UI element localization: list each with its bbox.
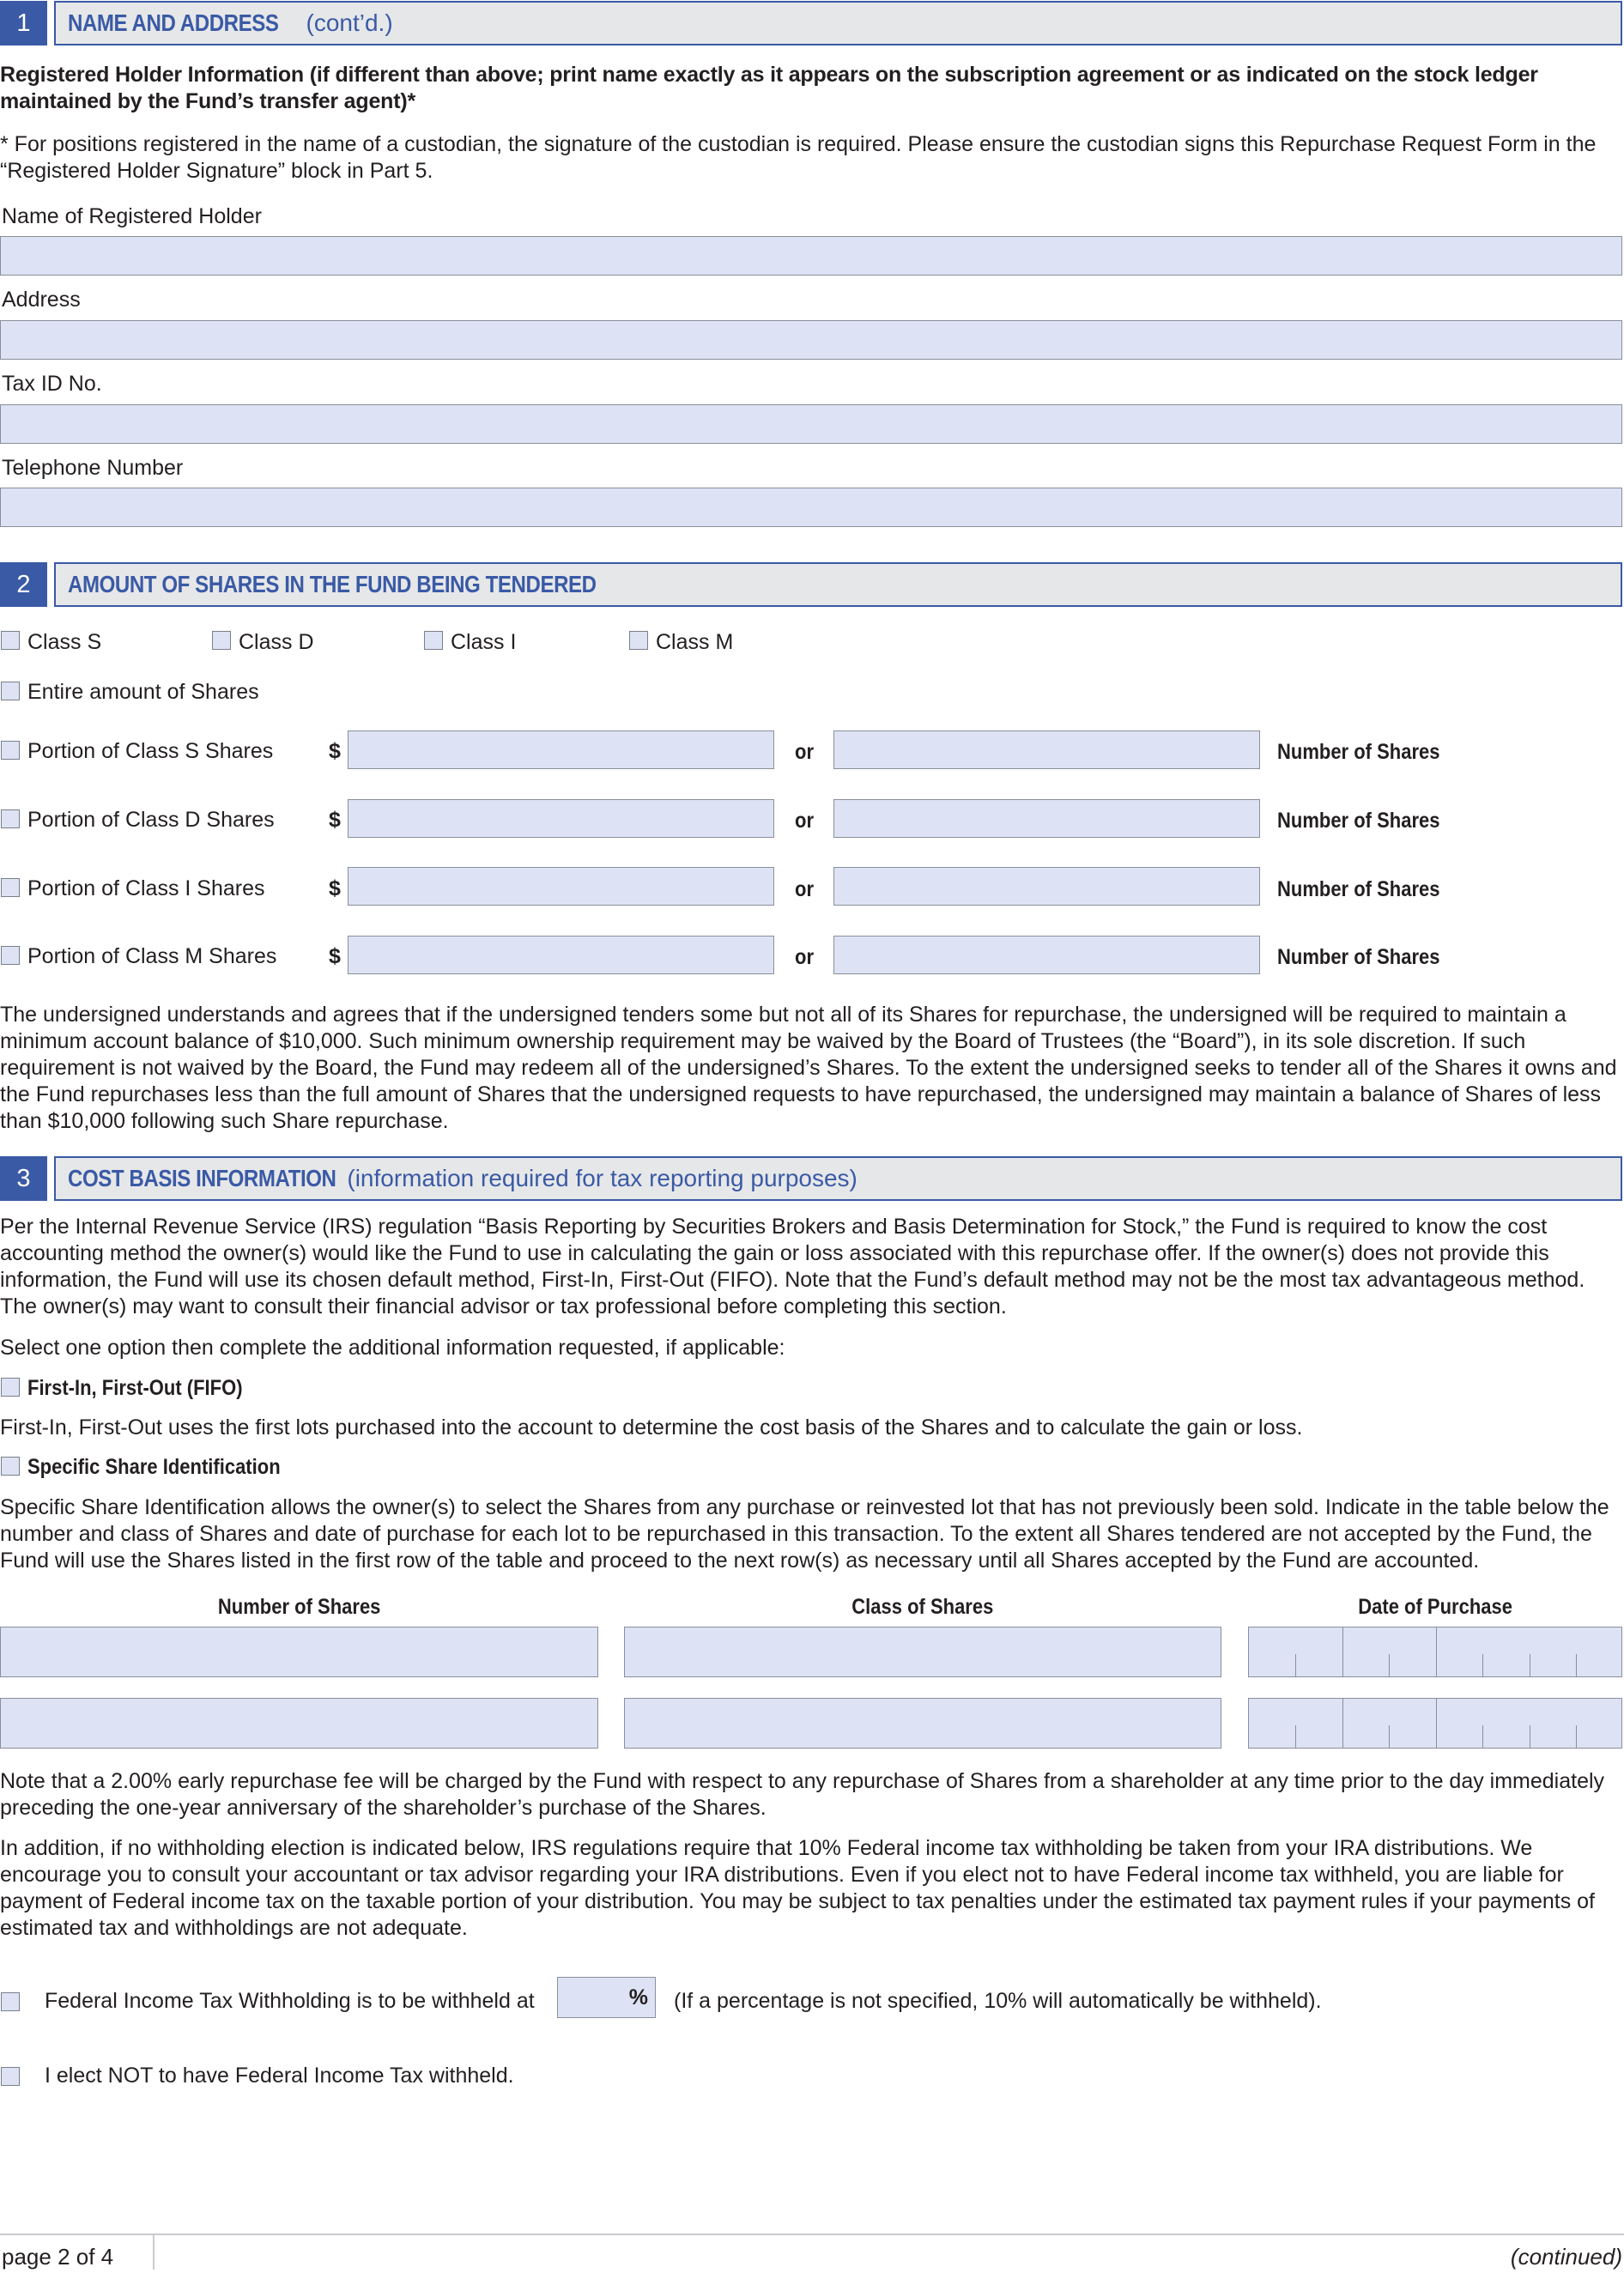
section-3-number: 3 [0, 1156, 47, 1201]
portion-class-d-label: Portion of Class D Shares [27, 808, 275, 832]
specific-share-description: Specific Share Identification allows the owner(s) to select the Shares from any purchase or reinvested lot that has not previously been sold. Indicate in the table below the number and class of Shares and date of purchase for each lot to be repurchased in this transaction. To the extent all Shares tendered are not accepted by the Fund, the Fund will use the Shares listed in the first row of the table and proceed to the next row(s) as necessary until all Shares accepted by the Fund are accounted. [0, 1495, 1609, 1573]
section-2-number: 2 [0, 562, 47, 607]
section-2-header [54, 562, 1622, 607]
portion-class-m-label: Portion of Class M Shares [27, 944, 277, 968]
custodian-note: * For positions registered in the name of a custodian, the signature of the custodian is required. Please ensure the custodian signs this Repurchase Request Form in the “Registered Holder Signature” block in Part 5. [0, 132, 1597, 183]
specific-share-checkbox[interactable] [1, 1457, 20, 1476]
section-1-subtitle: (cont’d.) [306, 9, 393, 36]
entire-amount-checkbox[interactable] [1, 682, 20, 700]
early-repurchase-fee-note: Note that a 2.00% early repurchase fee will be charged by the Fund with respect to any repurchase of Shares from a shareholder at any time prior to the day immediately preceding the one-year anniversary of the shareholder’s purchase of the Shares. [0, 1769, 1605, 1820]
dollar-sign: $ [329, 944, 341, 968]
portion-class-d-checkbox[interactable] [1, 809, 20, 828]
class-s-checkbox[interactable] [1, 631, 20, 650]
irs-regulation-paragraph: Per the Internal Revenue Service (IRS) regulation “Basis Reporting by Securities Brokers and Basis Determination for Stock,” the Fund is required to know the cost accounting method the owner(s) would like the Fund to use in calculating the gain or loss associated with this repurchase offer. If the owner(s) does not provide this information, the Fund will use its chosen default method, First-In, First-Out (FIFO). Note that the Fund’s default method may not be the most tax advantageous method. The owner(s) may want to consult their financial advisor or tax professional before completing this section. [0, 1215, 1585, 1318]
telephone-field[interactable] [0, 488, 1622, 527]
portion-class-s-checkbox[interactable] [1, 741, 20, 760]
lot-1-date-of-purchase-field[interactable] [1248, 1627, 1622, 1677]
portion-class-i-dollar-field[interactable] [348, 867, 774, 906]
portion-class-d-dollar-field[interactable] [348, 799, 774, 838]
address-label: Address [2, 288, 81, 312]
class-m-label: Class M [656, 630, 734, 654]
number-of-shares-label: Number of Shares [1277, 740, 1440, 764]
or-label: or [795, 877, 814, 901]
number-of-shares-label: Number of Shares [1277, 809, 1440, 833]
section-3-subtitle: (information required for tax reporting purposes) [347, 1165, 857, 1191]
lot-2-class-of-shares-field[interactable] [624, 1698, 1221, 1749]
minimum-balance-paragraph: The undersigned understands and agrees that if the undersigned tenders some but not all of its Shares for repurchase, the undersigned will be required to maintain a minimum account balance of $10,000. Such minimum ownership requirement may be waived by the Board of Trustees (the “Board”), in its sole discretion. If such requirement is not waived by the Board, the Fund may redeem all of the undersigned’s Shares. To the extent the undersigned seeks to tender all of the Shares it owns and the Fund repurchases less than the full amount of Shares that the undersigned requests to have repurchased, the undersigned may maintain a balance of Shares of less than $10,000 following such Share repurchase. [0, 1003, 1617, 1133]
dollar-sign: $ [329, 808, 341, 832]
class-m-checkbox[interactable] [629, 631, 648, 650]
tax-id-field[interactable] [0, 404, 1622, 444]
section-3-header [54, 1156, 1622, 1201]
portion-class-s-dollar-field[interactable] [348, 730, 774, 769]
portion-class-s-label: Portion of Class S Shares [27, 739, 274, 763]
portion-class-i-label: Portion of Class I Shares [27, 876, 265, 900]
fifo-label: First-In, First-Out (FIFO) [27, 1376, 243, 1400]
registered-holder-intro: Registered Holder Information (if different than above; print name exactly as it appears on the subscription agreement or as indicated on the stock ledger maintained by the Fund’s transfer agent)* [0, 63, 1538, 113]
header-number-of-shares: Number of Shares [217, 1595, 381, 1619]
tax-id-label: Tax ID No. [2, 372, 102, 396]
dollar-sign: $ [329, 739, 341, 763]
telephone-label: Telephone Number [2, 456, 184, 480]
portion-class-m-dollar-field[interactable] [348, 936, 774, 974]
fifo-checkbox[interactable] [1, 1378, 20, 1397]
portion-class-i-shares-field[interactable] [833, 867, 1260, 906]
number-of-shares-label: Number of Shares [1277, 945, 1440, 969]
section-1-title: NAME AND ADDRESS [68, 9, 279, 36]
portion-class-m-checkbox[interactable] [1, 946, 20, 965]
page-number: page 2 of 4 [2, 2244, 114, 2270]
percent-sign: % [628, 1985, 648, 2009]
withhold-label: Federal Income Tax Withholding is to be withheld at [45, 1989, 535, 2013]
header-date-of-purchase: Date of Purchase [1358, 1595, 1512, 1619]
portion-class-d-shares-field[interactable] [833, 799, 1260, 838]
section-1-number: 1 [0, 1, 47, 45]
section-3-title: COST BASIS INFORMATION [68, 1165, 336, 1191]
portion-class-m-shares-field[interactable] [833, 936, 1260, 974]
name-label: Name of Registered Holder [2, 204, 262, 228]
header-class-of-shares: Class of Shares [851, 1595, 994, 1619]
number-of-shares-label: Number of Shares [1277, 877, 1440, 901]
footer-divider [0, 2234, 1624, 2235]
address-field[interactable] [0, 320, 1622, 360]
fifo-description: First-In, First-Out uses the first lots purchased into the account to determine the cost basis of the Shares and to calculate the gain or loss. [0, 1415, 1303, 1440]
or-label: or [795, 740, 814, 764]
no-withhold-checkbox[interactable] [1, 2067, 20, 2086]
withhold-default-note: (If a percentage is not specified, 10% will automatically be withheld). [674, 1989, 1322, 2013]
dollar-sign: $ [329, 876, 341, 900]
section-1-header [54, 1, 1622, 45]
class-i-label: Class I [451, 630, 517, 654]
withholding-percent-field[interactable] [557, 1977, 656, 2018]
lot-1-class-of-shares-field[interactable] [624, 1627, 1221, 1677]
portion-class-i-checkbox[interactable] [1, 878, 20, 897]
withhold-checkbox[interactable] [1, 1992, 20, 2011]
class-i-checkbox[interactable] [424, 631, 443, 650]
class-d-checkbox[interactable] [212, 631, 231, 650]
specific-share-label: Specific Share Identification [27, 1455, 281, 1479]
withholding-note: In addition, if no withholding election is indicated below, IRS regulations require that 10% Federal income tax withholding be taken from your IRA distributions. We encourage you to consult your accountant or tax advisor regarding your IRA distributions. Even if you elect not to have Federal income tax withheld, you are liable for payment of Federal income tax on the taxable portion of your distribution. You may be subject to tax penalties under the estimated tax payment rules if your payments of estimated tax and withholdings are not adequate. [0, 1836, 1595, 1940]
no-withhold-label: I elect NOT to have Federal Income Tax withheld. [45, 2064, 514, 2088]
class-s-label: Class S [27, 630, 102, 654]
or-label: or [795, 945, 814, 969]
lot-2-number-of-shares-field[interactable] [0, 1698, 598, 1749]
select-option-text: Select one option then complete the additional information requested, if applicable: [0, 1336, 785, 1360]
footer-separator [153, 2235, 155, 2270]
lot-2-date-of-purchase-field[interactable] [1248, 1698, 1622, 1749]
lot-1-number-of-shares-field[interactable] [0, 1627, 598, 1677]
class-d-label: Class D [239, 630, 314, 654]
portion-class-s-shares-field[interactable] [833, 730, 1260, 769]
continued-label: (continued) [1510, 2244, 1622, 2270]
section-2-title: AMOUNT OF SHARES IN THE FUND BEING TENDERED [68, 571, 597, 597]
or-label: or [795, 809, 814, 833]
name-of-registered-holder-field[interactable] [0, 236, 1622, 276]
entire-amount-label: Entire amount of Shares [27, 680, 259, 704]
